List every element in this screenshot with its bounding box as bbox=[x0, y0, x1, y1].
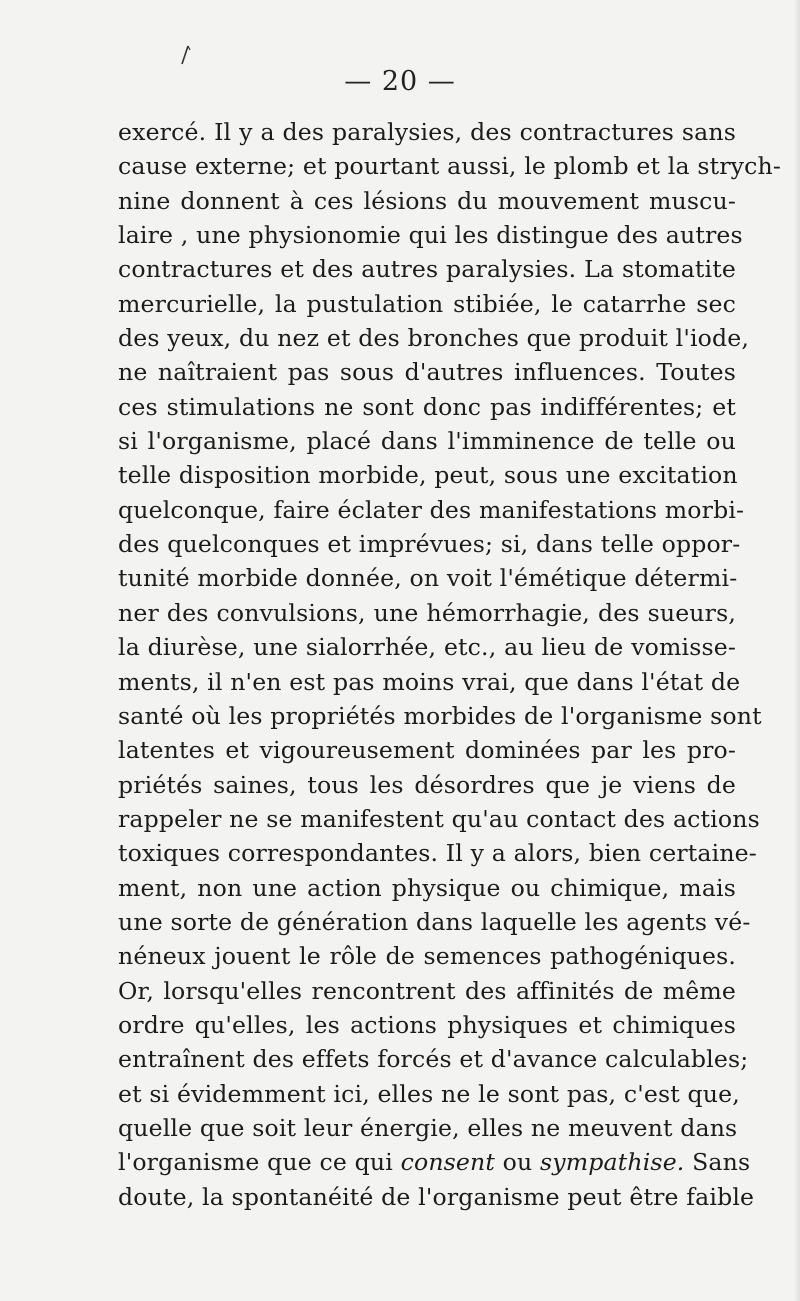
text-line: santé où les propriétés morbides de l'organisme sont bbox=[118, 701, 762, 730]
text-line: cause externe; et pourtant aussi, le plomb et la strych- bbox=[118, 152, 781, 181]
text-line: ner des convulsions, une hémorrhagie, des sueurs, bbox=[118, 598, 736, 627]
text-line: contractures et des autres paralysies. La stomatite bbox=[118, 255, 736, 284]
text-line: Or, lorsqu'elles rencontrent des affinités de même bbox=[118, 976, 736, 1005]
page-edge-shadow bbox=[794, 0, 800, 1301]
text-line: quelconque, faire éclater des manifestations morbi- bbox=[118, 495, 745, 524]
page-number: — 20 — bbox=[344, 66, 456, 97]
text-line: laire , une physionomie qui les distingue des autres bbox=[118, 221, 743, 250]
text-line: exercé. Il y a des paralysies, des contractures sans bbox=[118, 118, 736, 146]
text-line: mercurielle, la pustulation stibiée, le catarrhe sec bbox=[118, 289, 736, 318]
text-line: ments, il n'en est pas moins vrai, que dans l'état de bbox=[118, 667, 741, 696]
text-line: ne naîtraient pas sous d'autres influences. Toutes bbox=[118, 358, 736, 387]
text-line: latentes et vigoureusement dominées par les pro- bbox=[118, 736, 736, 765]
text-line: et si évidemment ici, elles ne le sont pas, c'est que, bbox=[118, 1079, 740, 1108]
italic-word: sympathise. bbox=[540, 1148, 685, 1177]
text-line: des quelconques et imprévues; si, dans telle oppor- bbox=[118, 530, 741, 559]
text-line: la diurèse, une sialorrhée, etc., au lieu de vomisse- bbox=[118, 633, 736, 662]
text-segment: Sans bbox=[684, 1148, 751, 1177]
text-line: néneux jouent le rôle de semences pathogéniques. bbox=[118, 942, 736, 971]
text-line: telle disposition morbide, peut, sous une excitation bbox=[118, 461, 738, 490]
text-segment: ou bbox=[495, 1148, 541, 1177]
text-line-with-italics bbox=[118, 1145, 751, 1179]
text-line: ces stimulations ne sont donc pas indifférentes; et bbox=[118, 392, 736, 421]
ink-mark bbox=[178, 44, 192, 68]
text-line: des yeux, du nez et des bronches que produit l'iode, bbox=[118, 324, 750, 353]
text-line: doute, la spontanéité de l'organisme peut être faible bbox=[118, 1182, 755, 1211]
text-line: priétés saines, tous les désordres que je viens de bbox=[118, 770, 736, 799]
text-line: tunité morbide donnée, on voit l'émétique détermi- bbox=[118, 564, 738, 593]
body-text bbox=[118, 115, 781, 1214]
text-line: ment, non une action physique ou chimique, mais bbox=[118, 873, 736, 902]
text-segment: l'organisme que ce qui bbox=[118, 1148, 401, 1177]
text-line: une sorte de génération dans laquelle les agents vé- bbox=[118, 907, 751, 936]
text-line: quelle que soit leur énergie, elles ne meuvent dans bbox=[118, 1113, 738, 1142]
text-line: nine donnent à ces lésions du mouvement muscu- bbox=[118, 186, 736, 215]
text-line: toxiques correspondantes. Il y a alors, bien certaine- bbox=[118, 839, 757, 868]
text-line: ordre qu'elles, les actions physiques et chimiques bbox=[118, 1010, 736, 1039]
italic-word: consent bbox=[400, 1148, 496, 1177]
text-line: entraînent des effets forcés et d'avance calculables; bbox=[118, 1045, 749, 1074]
text-line: si l'organisme, placé dans l'imminence de telle ou bbox=[118, 427, 736, 456]
text-line: rappeler ne se manifestent qu'au contact des actions bbox=[118, 804, 760, 833]
